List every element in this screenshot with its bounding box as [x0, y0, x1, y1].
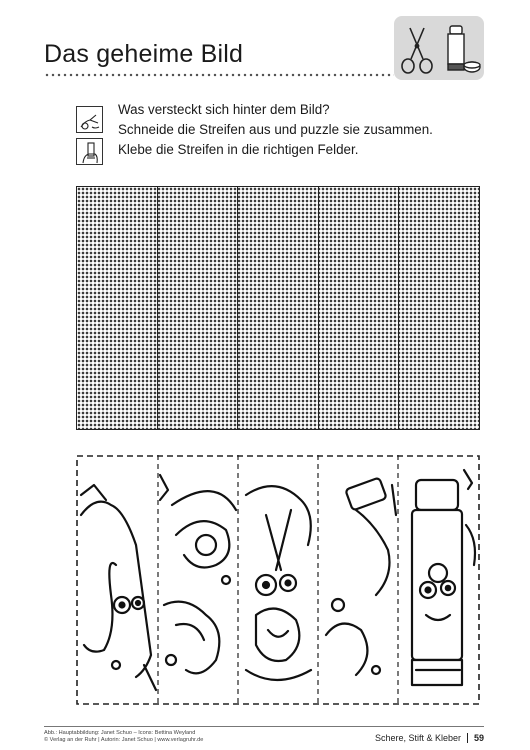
glue-target-grid: [76, 186, 480, 430]
header-tools-box: [394, 16, 484, 80]
puzzle-strip-3[interactable]: [246, 486, 311, 680]
glue-stick-icon: [448, 26, 480, 72]
footer-credits: [44, 730, 203, 744]
puzzle-strips: [76, 455, 480, 705]
scissors-icon: [402, 28, 432, 73]
gluing-hand-icon: [76, 138, 103, 165]
footer-divider: [44, 726, 484, 727]
instruction-line-1: Was versteckt sich hinter dem Bild?: [118, 102, 330, 117]
grid-field-3[interactable]: [238, 187, 319, 429]
puzzle-strip-1[interactable]: [81, 485, 156, 690]
instruction-line-3: Klebe die Streifen in die richtigen Felder.: [118, 142, 359, 157]
title-dotted-underline: [44, 73, 394, 77]
grid-field-1[interactable]: [77, 187, 158, 429]
instruction-line-2: Schneide die Streifen aus und puzzle sie zusammen.: [118, 122, 433, 137]
page-number: 59: [473, 733, 484, 743]
grid-field-5[interactable]: [399, 187, 479, 429]
puzzle-strip-4[interactable]: [326, 478, 396, 675]
credits-publisher: © Verlag an der Ruhr | Autorin: Janet Schuo | www.verlagruhr.de: [44, 737, 204, 743]
book-title: Schere, Stift & Kleber: [374, 733, 461, 743]
footer-book-info: [375, 733, 484, 743]
page-title: Das geheime Bild: [44, 40, 244, 68]
puzzle-strip-5[interactable]: [412, 470, 475, 685]
instructions: [118, 100, 433, 160]
puzzle-strip-2[interactable]: [160, 475, 236, 673]
grid-field-4[interactable]: [319, 187, 400, 429]
grid-field-2[interactable]: [158, 187, 239, 429]
credits-illustrations: Abb.: Hauptabbildung: Janet Schuo – Icons: Bettina Weyland: [44, 730, 196, 736]
footer-separator: [467, 733, 468, 743]
cutting-hand-icon: [76, 106, 103, 133]
